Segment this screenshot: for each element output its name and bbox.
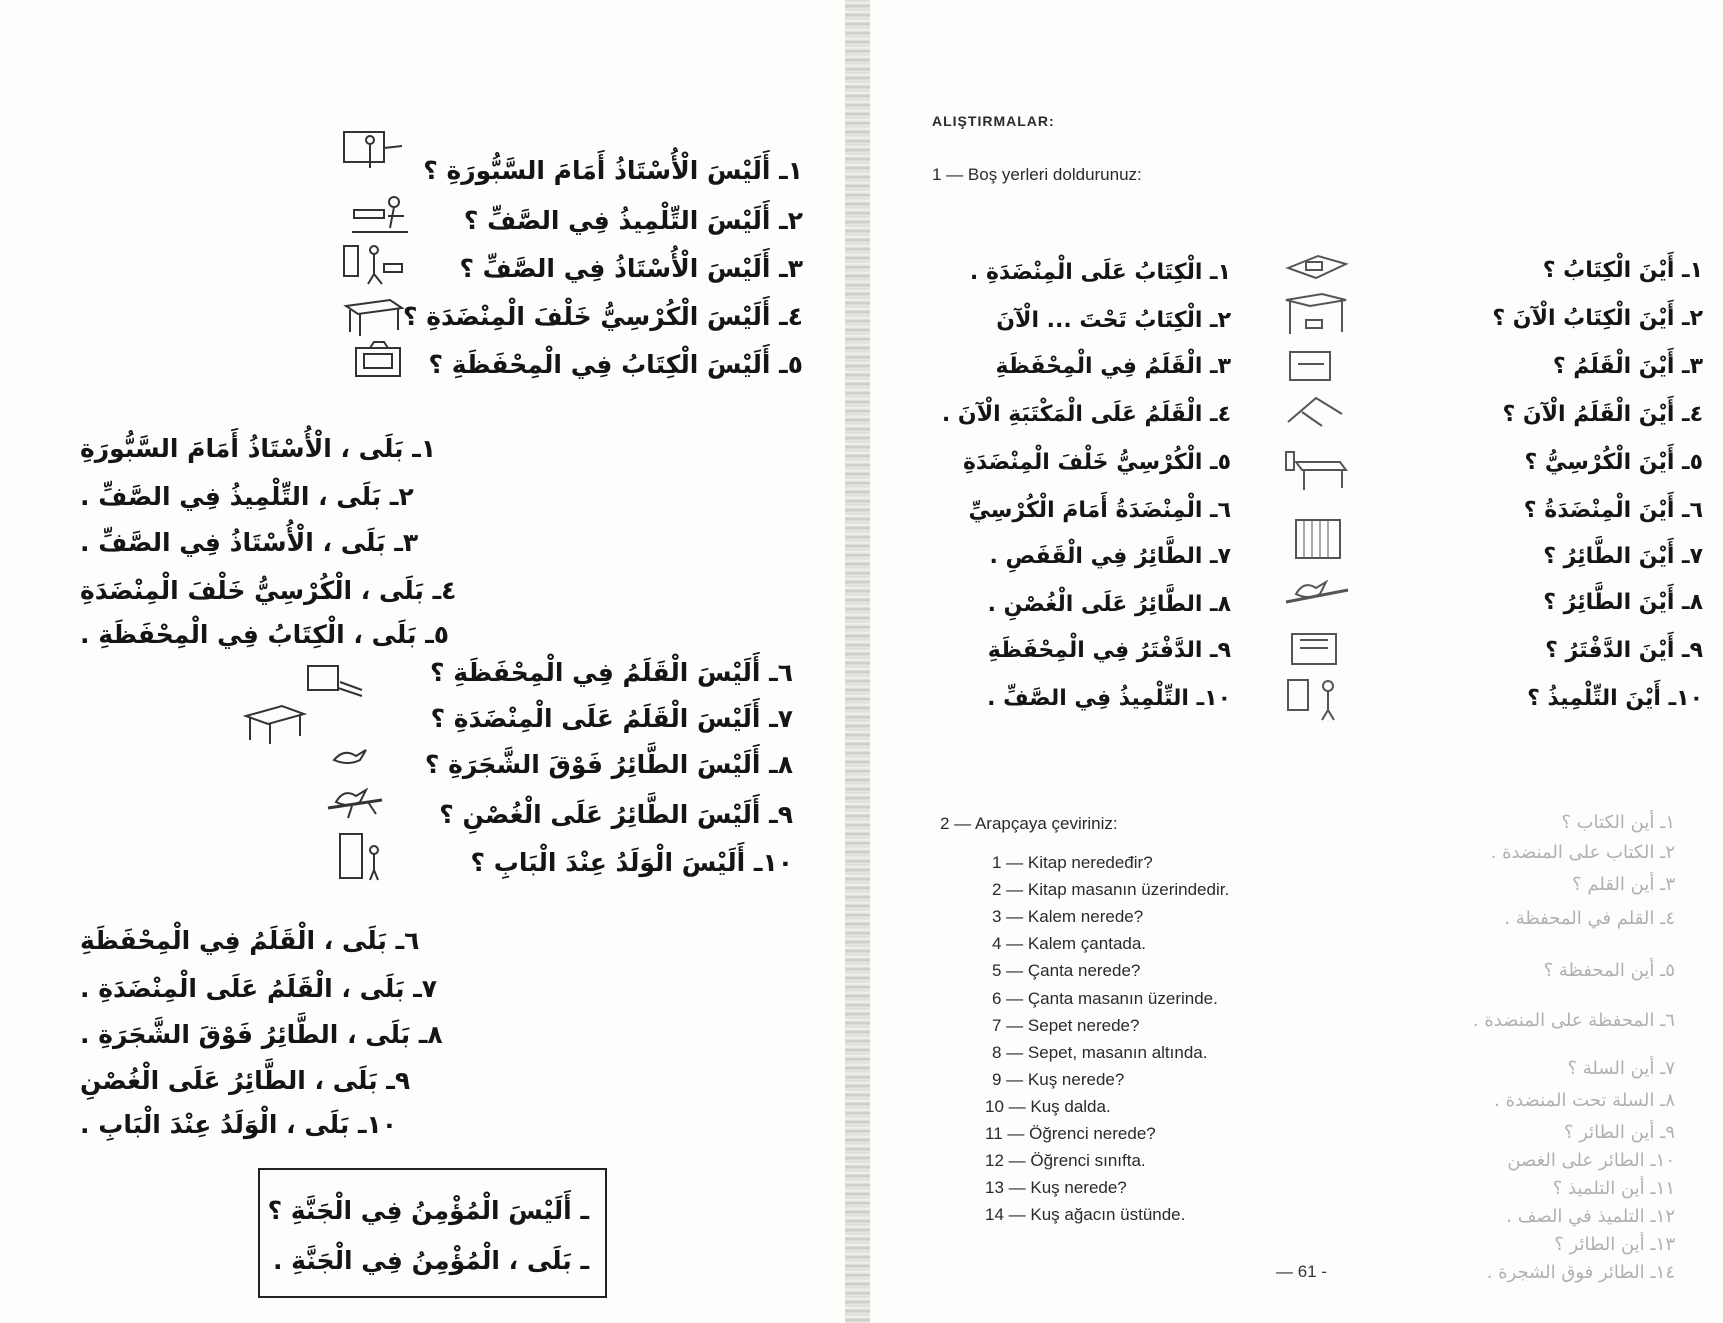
ex1-answer-3: ٣ـ الْقَلَمُ فِي الْمِحْفَظَةِ	[995, 354, 1231, 379]
ex2-item-1: 1 — Kitap neredeđir?	[992, 853, 1153, 872]
answer-7: ٧ـ بَلَى ، الْقَلَمُ عَلَى الْمِنْضَدَةِ .	[80, 974, 438, 1003]
handwritten-note-10: ١٠ـ الطائر على الغصن	[1507, 1150, 1675, 1171]
question-6: ٦ـ أَلَيْسَ الْقَلَمُ فِي الْمِحْفَظَةِ ؟	[430, 658, 793, 687]
answer-1: ١ـ بَلَى ، الْأُسْتَاذُ أَمَامَ السَّبُّورَةِ	[80, 434, 437, 463]
handwritten-note-5: ٥ـ أين المحفظة ؟	[1543, 960, 1675, 981]
ex1-question-10: ١٠ـ أَيْنَ التِّلْمِيذُ ؟	[1527, 686, 1703, 711]
ex2-item-7: 7 — Sepet nerede?	[992, 1016, 1140, 1035]
handwritten-note-4: ٤ـ القلم في المحفظة .	[1504, 908, 1675, 929]
answer-8: ٨ـ بَلَى ، الطَّائِرُ فَوْقَ الشَّجَرَةِ .	[80, 1020, 443, 1049]
bird-branch-illustration	[322, 778, 388, 824]
ex1-answer-8: ٨ـ الطَّائِرُ عَلَى الْغُصْنِ .	[987, 592, 1231, 617]
handwritten-note-7: ٧ـ أين السلة ؟	[1567, 1058, 1675, 1079]
exercise-2-title: 2 — Arapçaya çeviriniz:	[940, 814, 1118, 833]
ex2-item-11: 11 — Öğrenci nerede?	[985, 1124, 1156, 1143]
ex1-answer-1: ١ـ الْكِتَابُ عَلَى الْمِنْضَدَةِ .	[969, 260, 1231, 285]
handwritten-note-12: ١٢ـ التلميذ في الصف .	[1506, 1206, 1675, 1227]
question-2: ٢ـ أَلَيْسَ التِّلْمِيذُ فِي الصَّفِّ ؟	[463, 206, 803, 235]
question-8: ٨ـ أَلَيْسَ الطَّائِرُ فَوْقَ الشَّجَرَةِ ؟	[424, 750, 793, 779]
answer-6: ٦ـ بَلَى ، الْقَلَمُ فِي الْمِحْفَظَةِ	[80, 926, 420, 955]
chair-table-2-illustration	[1282, 448, 1352, 492]
ex1-question-2: ٢ـ أَيْنَ الْكِتَابُ الْآنَ ؟	[1492, 306, 1703, 331]
exercises-heading: ALIŞTIRMALAR:	[932, 113, 1055, 129]
question-4: ٤ـ أَلَيْسَ الْكُرْسِيُّ خَلْفَ الْمِنْضَدَةِ ؟	[402, 302, 803, 331]
question-5: ٥ـ أَلَيْسَ الْكِتَابُ فِي الْمِحْفَظَةِ ؟	[428, 350, 803, 379]
ex2-item-8: 8 — Sepet, masanın altında.	[992, 1043, 1208, 1062]
right-page	[870, 0, 1723, 1323]
question-1: ١ـ أَلَيْسَ الْأُسْتَاذُ أَمَامَ السَّبُّورَةِ ؟	[423, 156, 803, 185]
boxed-question: ـ أَلَيْسَ الْمُؤْمِنُ فِي الْجَنَّةِ ؟	[267, 1196, 589, 1225]
answer-3: ٣ـ بَلَى ، الْأُسْتَاذُ فِي الصَّفِّ .	[80, 528, 419, 557]
question-10: ١٠ـ أَلَيْسَ الْوَلَدُ عِنْدَ الْبَابِ ؟	[470, 848, 793, 877]
boxed-answer: ـ بَلَى ، الْمُؤْمِنُ فِي الْجَنَّةِ .	[272, 1246, 589, 1275]
ex2-item-14: 14 — Kuş ağacın üstünde.	[985, 1205, 1186, 1224]
answer-2: ٢ـ بَلَى ، التِّلْمِيذُ فِي الصَّفِّ .	[80, 482, 414, 511]
ex1-question-6: ٦ـ أَيْنَ الْمِنْضَدَةُ ؟	[1523, 498, 1703, 523]
boxed-example	[258, 1168, 607, 1298]
left-page	[0, 0, 845, 1323]
ex2-item-10: 10 — Kuş dalda.	[985, 1097, 1111, 1116]
handwritten-note-3: ٣ـ أين القلم ؟	[1572, 874, 1675, 895]
ex2-item-12: 12 — Öğrenci sınıfta.	[985, 1151, 1146, 1170]
ex1-answer-5: ٥ـ الْكُرْسِيُّ خَلْفَ الْمِنْضَدَةِ	[962, 450, 1231, 475]
pen-shelf-illustration	[1282, 392, 1352, 436]
question-7: ٧ـ أَلَيْسَ الْقَلَمُ عَلَى الْمِنْضَدَةِ ؟	[430, 704, 793, 733]
chair-table-illustration	[340, 292, 406, 338]
ex1-question-4: ٤ـ أَيْنَ الْقَلَمُ الْآنَ ؟	[1502, 402, 1703, 427]
ex1-answer-6: ٦ـ الْمِنْضَدَةُ أَمَامَ الْكُرْسِيِّ	[968, 498, 1231, 523]
handwritten-note-8: ٨ـ السلة تحت المنضدة .	[1494, 1090, 1675, 1111]
pen-table-illustration	[242, 700, 308, 746]
teacher-class-illustration	[340, 240, 406, 286]
ex1-question-5: ٥ـ أَيْنَ الْكُرْسِيُّ ؟	[1524, 450, 1703, 475]
ex2-item-13: 13 — Kuş nerede?	[985, 1178, 1127, 1197]
book-bag-illustration	[350, 340, 416, 386]
ex1-answer-9: ٩ـ الدَّفْتَرُ فِي الْمِحْفَظَةِ	[987, 638, 1231, 663]
question-3: ٣ـ أَلَيْسَ الْأُسْتَاذُ فِي الصَّفِّ ؟	[459, 254, 803, 283]
book-under-table-illustration	[1282, 290, 1352, 338]
student-desk-illustration	[348, 192, 414, 238]
notebook-bag-illustration	[1282, 626, 1352, 670]
ex2-item-3: 3 — Kalem nerede?	[992, 907, 1144, 926]
handwritten-note-6: ٦ـ المحفظة على المنضدة .	[1472, 1010, 1675, 1031]
book-gutter	[845, 0, 870, 1323]
ex1-answer-7: ٧ـ الطَّائِرُ فِي الْقَفَصِ .	[989, 544, 1231, 569]
ex2-item-9: 9 — Kuş nerede?	[992, 1070, 1125, 1089]
answer-10: ١٠ـ بَلَى ، الْوَلَدُ عِنْدَ الْبَابِ .	[80, 1110, 398, 1139]
pen-bag-illustration	[300, 660, 366, 706]
handwritten-note-2: ٢ـ الكتاب على المنضدة .	[1490, 842, 1675, 863]
ex1-question-9: ٩ـ أَيْنَ الدَّفْتَرُ ؟	[1545, 638, 1703, 663]
ex1-answer-4: ٤ـ الْقَلَمُ عَلَى الْمَكْتَبَةِ الْآنَ .	[941, 402, 1231, 427]
ex2-item-4: 4 — Kalem çantada.	[992, 934, 1147, 953]
ex1-question-7: ٧ـ أَيْنَ الطَّائِرُ ؟	[1543, 544, 1703, 569]
teacher-board-illustration	[340, 128, 406, 174]
ex1-question-3: ٣ـ أَيْنَ الْقَلَمُ ؟	[1552, 354, 1703, 379]
boy-door-illustration	[336, 832, 386, 882]
bird-cage-illustration	[1288, 516, 1348, 562]
ex2-item-5: 5 — Çanta nerede?	[992, 961, 1141, 980]
student-class-illustration	[1282, 676, 1352, 722]
answer-9: ٩ـ بَلَى ، الطَّائِرُ عَلَى الْغُصْنِ	[80, 1066, 411, 1095]
exercise-1-title: 1 — Boş yerleri doldurunuz:	[932, 165, 1142, 184]
ex1-question-1: ١ـ أَيْنَ الْكِتَابُ ؟	[1542, 258, 1703, 283]
handwritten-note-14: ١٤ـ الطائر فوق الشجرة .	[1486, 1262, 1675, 1283]
ex1-question-8: ٨ـ أَيْنَ الطَّائِرُ ؟	[1543, 590, 1703, 615]
handwritten-note-1: ١ـ أين الكتاب ؟	[1561, 812, 1675, 833]
handwritten-note-9: ٩ـ أين الطائر ؟	[1563, 1122, 1675, 1143]
ex1-answer-10: ١٠ـ التِّلْمِيذُ فِي الصَّفِّ .	[987, 686, 1231, 711]
answer-5: ٥ـ بَلَى ، الْكِتَابُ فِي الْمِحْفَظَةِ .	[80, 620, 450, 649]
pen-bag-2-illustration	[1282, 346, 1352, 386]
ex2-item-6: 6 — Çanta masanın üzerinde.	[992, 989, 1218, 1008]
ex2-item-2: 2 — Kitap masanın üzerindedir.	[992, 880, 1230, 899]
bird-tree-illustration	[330, 742, 370, 770]
page-number: — 61 -	[1276, 1262, 1328, 1281]
book-table-illustration	[1282, 250, 1352, 286]
handwritten-note-13: ١٣ـ أين الطائر ؟	[1554, 1234, 1675, 1255]
answer-4: ٤ـ بَلَى ، الْكُرْسِيُّ خَلْفَ الْمِنْضَدَةِ	[80, 576, 457, 605]
question-9: ٩ـ أَلَيْسَ الطَّائِرُ عَلَى الْغُصْنِ ؟	[439, 800, 793, 829]
handwritten-note-11: ١١ـ أين التلميذ ؟	[1552, 1178, 1675, 1199]
bird-branch-2-illustration	[1282, 572, 1352, 612]
ex1-answer-2: ٢ـ الْكِتَابُ تَحْتَ ... الْآنَ	[996, 308, 1231, 333]
